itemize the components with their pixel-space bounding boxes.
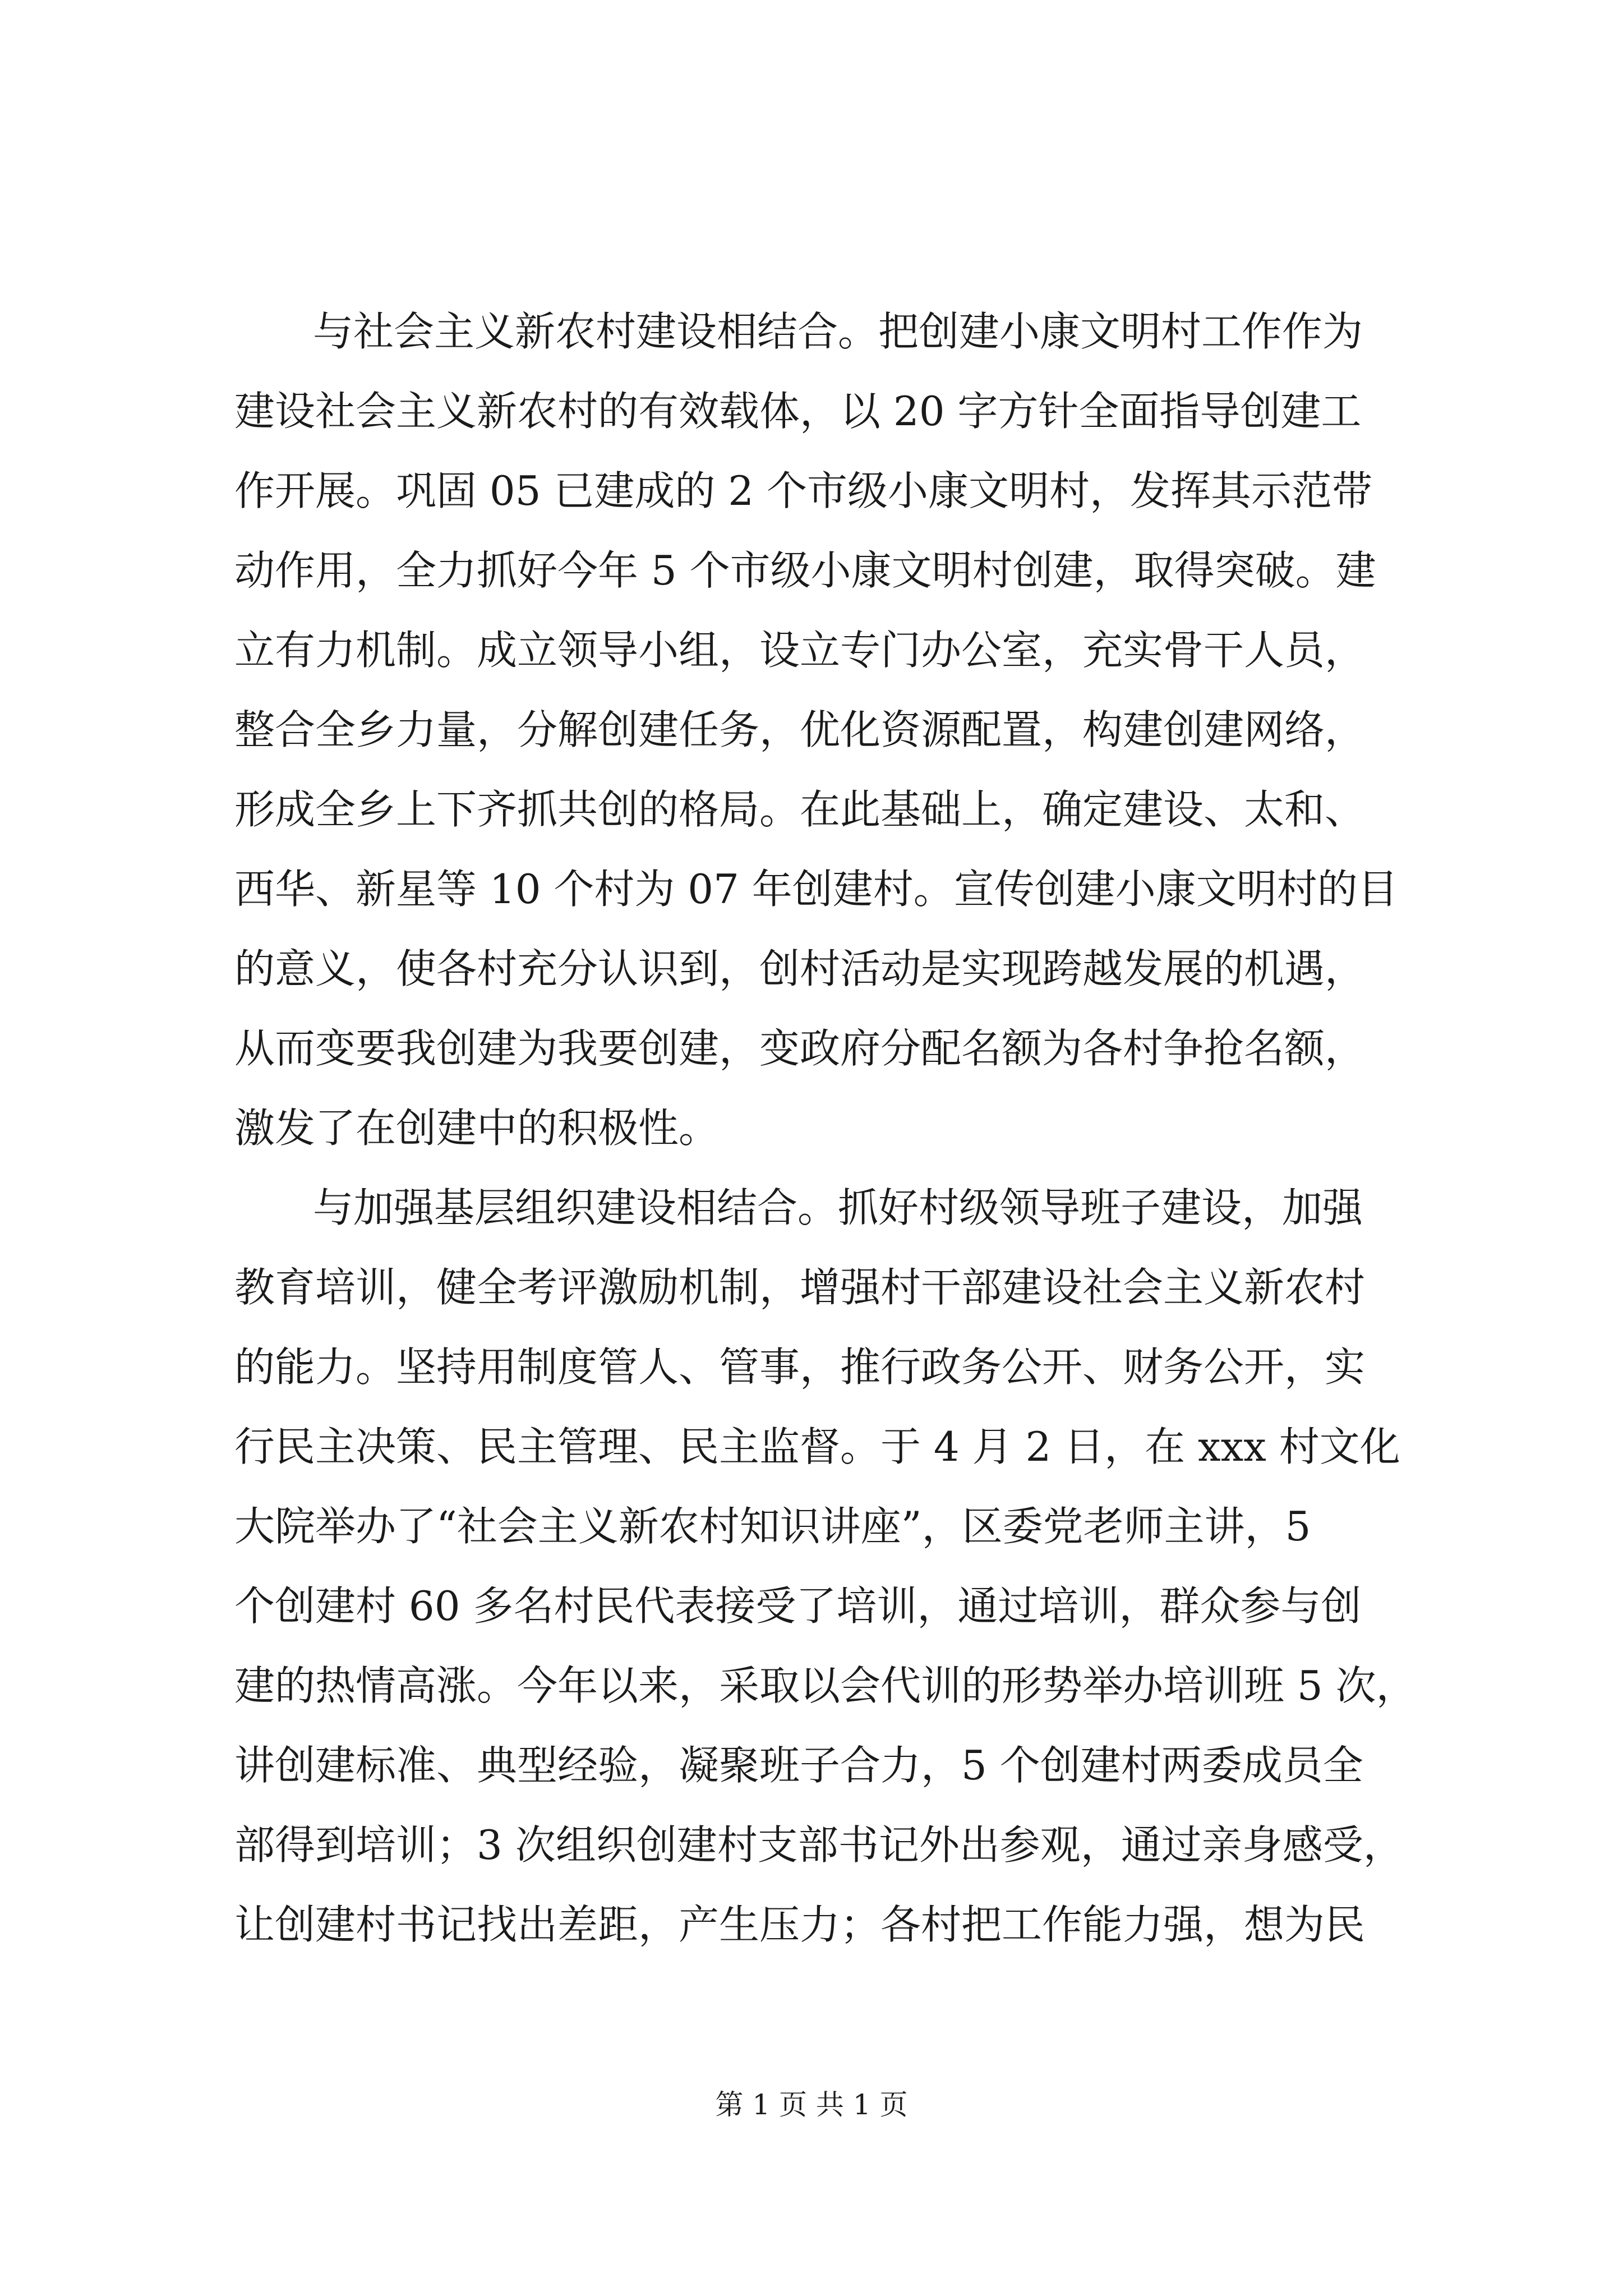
text-line: 行民主决策、民主管理、民主监督。于 4 月 2 日，在 xxx 村文化: [234, 1423, 1400, 1470]
page-number-label: 第 1 页 共 1 页: [715, 2088, 908, 2121]
text-line: 激发了在创建中的积极性。: [234, 1105, 720, 1152]
text-line: 整合全乡力量，分解创建任务，优化资源配置，构建创建网络，: [234, 706, 1366, 753]
paragraph: [234, 292, 1401, 1168]
text-line: 建设社会主义新农村的有效载体，以 20 字方针全面指导创建工: [234, 388, 1362, 435]
text-line: 立有力机制。成立领导小组，设立专门办公室，充实骨干人员，: [234, 627, 1366, 674]
text-line: 动作用，全力抓好今年 5 个市级小康文明村创建，取得突破。建: [234, 547, 1376, 594]
text-line: 讲创建标准、典型经验，凝聚班子合力，5 个创建村两委成员全: [234, 1742, 1363, 1789]
text-line: 西华、新星等 10 个村为 07 年创建村。宣传创建小康文明村的目: [234, 866, 1398, 913]
text-line: 让创建村书记找出差距，产生压力；各村把工作能力强，想为民: [234, 1901, 1366, 1948]
document-body: [234, 292, 1417, 1964]
text-line: 部得到培训；3 次组织创建村支部书记外出参观，通过亲身感受，: [234, 1821, 1404, 1869]
text-line: 的意义，使各村充分认识到，创村活动是实现跨越发展的机遇，: [234, 945, 1366, 992]
text-line: 从而变要我创建为我要创建，变政府分配名额为各村争抢名额，: [234, 1025, 1366, 1072]
paragraph: [234, 1168, 1417, 1964]
text-line: 与加强基层组织建设相结合。抓好村级领导班子建设，加强: [313, 1184, 1363, 1231]
text-line: 与社会主义新农村建设相结合。把创建小康文明村工作作为: [313, 308, 1363, 355]
text-line: 的能力。坚持用制度管人、管事，推行政务公开、财务公开，实: [234, 1343, 1366, 1391]
text-line: 教育培训，健全考评激励机制，增强村干部建设社会主义新农村: [234, 1264, 1366, 1311]
page-footer: [0, 2082, 1623, 2123]
text-line: 建的热情高涨。今年以来，采取以会代训的形势举办培训班 5 次，: [234, 1662, 1417, 1709]
text-line: 形成全乡上下齐抓共创的格局。在此基础上，确定建设、太和、: [234, 786, 1366, 833]
text-line: 作开展。巩固 05 已建成的 2 个市级小康文明村，发挥其示范带: [234, 467, 1372, 514]
text-line: 个创建村 60 多名村民代表接受了培训，通过培训，群众参与创: [234, 1582, 1362, 1630]
text-line: 大院举办了“社会主义新农村知识讲座”，区委党老师主讲，5: [234, 1503, 1311, 1550]
